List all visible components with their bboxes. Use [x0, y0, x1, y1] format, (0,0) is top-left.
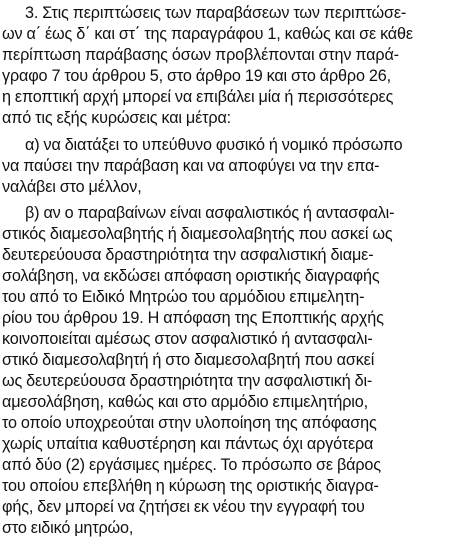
text-line: του οποίου επεβλήθη η κύρωση της οριστικής διαγρα-: [2, 477, 379, 495]
text-line: χωρίς υπαίτια καθυστέρηση και πάντως όχι αργότερα: [2, 435, 374, 453]
text-line: στικός διαμεσολαβητής ή διαμεσολαβητής που ασκεί ως: [2, 225, 393, 243]
text-line: δευτερεύουσα δραστηριότητα την ασφαλιστική διαμε-: [2, 246, 374, 264]
text-line: αμεσολάβηση, καθώς και στο αρμόδιο επιμελητήριο,: [2, 393, 368, 411]
text-line: η εποπτική αρχή μπορεί να επιβάλει μία ή περισσότερες: [2, 88, 394, 106]
text-line: στικό διαμεσολαβητή ή στο διαμεσολαβητή που ασκεί: [2, 351, 375, 369]
text-line: το οποίο υποχρεούται στην υλοποίηση της απόφασης: [2, 414, 377, 432]
text-line: ναλάβει στο μέλλον,: [2, 178, 142, 196]
text-line: φής, δεν μπορεί να ζητήσει εκ νέου την εγγραφή του: [2, 498, 365, 516]
text-line: ως δευτερεύουσα δραστηριότητα την ασφαλιστική δι-: [2, 372, 373, 390]
text-line: του από το Ειδικό Μητρώο του αρμόδιου επιμελητη-: [2, 288, 365, 306]
text-line: από τις εξής κυρώσεις και μέτρα:: [2, 109, 232, 127]
text-line: από δύο (2) εργάσιμες ημέρες. Το πρόσωπο σε βάρος: [2, 456, 381, 474]
text-line: α) να διατάξει το υπεύθυνο φυσικό ή νομικό πρόσωπο: [25, 136, 403, 154]
text-line: γραφο 7 του άρθρου 5, στο άρθρο 19 και στο άρθρο 26,: [2, 67, 391, 85]
text-line: ων α΄ έως δ΄ και στ΄ της παραγράφου 1, καθώς και σε κάθε: [2, 25, 413, 43]
text-line: στο ειδικό μητρώο,: [2, 519, 134, 537]
text-line: ρίου του άρθρου 19. Η απόφαση της Εποπτικής αρχής: [2, 309, 384, 327]
text-line: β) αν ο παραβαίνων είναι ασφαλιστικός ή αντασφαλι-: [25, 204, 395, 222]
text-line: κοινοποιείται αμέσως στον ασφαλιστικό ή αντασφαλι-: [2, 330, 373, 348]
text-line: 3. Στις περιπτώσεις των παραβάσεων των περιπτώσε-: [25, 4, 407, 22]
text-line: σολάβηση, να εκδώσει απόφαση οριστικής διαγραφής: [2, 267, 380, 285]
text-line: περίπτωση παράβασης όσων προβλέπονται στην παρά-: [2, 46, 399, 64]
text-line: να παύσει την παράβαση και να αποφύγει να την επα-: [2, 157, 380, 175]
